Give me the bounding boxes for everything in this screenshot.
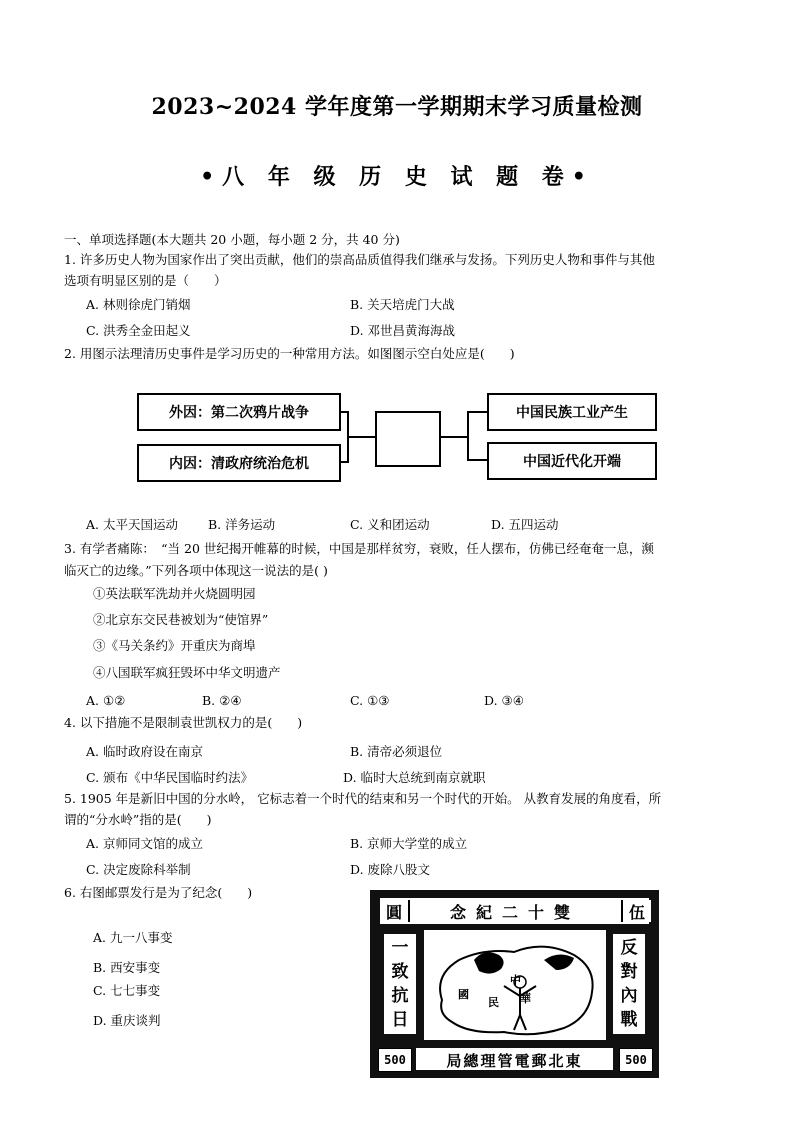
q5-option-d: D. 废除八股文 bbox=[350, 862, 431, 877]
q3-item-1: ①英法联军洗劫并火烧圆明园 bbox=[93, 586, 256, 601]
q4-option-a: A. 临时政府设在南京 bbox=[86, 744, 203, 759]
exam-title: 2023~2024 学年度第一学期期末学习质量检测 bbox=[151, 94, 643, 120]
stamp-top-banner: 念紀二十雙 bbox=[449, 903, 580, 922]
q3-item-4: ④八国联军疯狂毁坏中华文明遗产 bbox=[93, 665, 281, 680]
stamp-map-text-hua: 華 bbox=[520, 992, 531, 1005]
section-heading: 一、单项选择题(本大题共 20 小题，每小题 2 分，共 40 分) bbox=[64, 232, 400, 247]
q3-option-a: A. ①② bbox=[86, 693, 126, 708]
q2-option-b: B. 洋务运动 bbox=[208, 517, 276, 532]
q5-option-c: C. 决定废除科举制 bbox=[86, 862, 191, 877]
q1-option-a: A. 林则徐虎门销烟 bbox=[86, 297, 191, 312]
stamp-bottom-banner: 局總理管電郵北東 bbox=[446, 1052, 583, 1070]
connector-line bbox=[467, 459, 487, 461]
q2-stem: 2. 用图示法理清历史事件是学习历史的一种常用方法。如图图示空白处应是( ) bbox=[64, 346, 515, 361]
q3-option-d: D. ③④ bbox=[484, 693, 524, 708]
q1-option-d: D. 邓世昌黄海海战 bbox=[350, 323, 456, 338]
connector-line bbox=[467, 411, 469, 461]
stamp-right-slogan: 反對內戰 bbox=[620, 938, 638, 1030]
q1-stem-line2: 选项有明显区别的是（ ） bbox=[64, 273, 227, 288]
stamp-map-text-min: 民 bbox=[488, 996, 499, 1009]
q6-option-a: A. 九一八事变 bbox=[93, 930, 173, 945]
stamp-left-slogan: 一致抗日 bbox=[391, 938, 409, 1030]
q5-option-a: A. 京师同文馆的成立 bbox=[86, 836, 203, 851]
q3-item-2: ②北京东交民巷被划为“使馆界” bbox=[93, 612, 269, 627]
stamp-value-right: 500 bbox=[619, 1048, 653, 1072]
q6-option-d: D. 重庆谈判 bbox=[93, 1013, 161, 1028]
q4-option-d: D. 临时大总统到南京就职 bbox=[343, 770, 486, 785]
q3-option-c: C. ①③ bbox=[350, 693, 390, 708]
connector-line bbox=[347, 436, 375, 438]
q6-stem: 6. 右图邮票发行是为了纪念( ) bbox=[64, 885, 253, 900]
q1-option-b: B. 关天培虎门大战 bbox=[350, 297, 455, 312]
q2-option-c: C. 义和团运动 bbox=[350, 517, 430, 532]
q5-option-b: B. 京师大学堂的成立 bbox=[350, 836, 468, 851]
q2-option-a: A. 太平天国运动 bbox=[86, 517, 178, 532]
diagram-box-internal-cause: 内因：清政府统治危机 bbox=[137, 444, 341, 482]
q5-stem-line1: 5. 1905 年是新旧中国的分水岭， 它标志着一个时代的结束和另一个时代的开始。 从教育发展的角度看，所 bbox=[64, 791, 662, 806]
q3-stem-line1: 3. 有学者痛陈： “当 20 世纪揭开帷幕的时候，中国是那样贫穷，衰败，任人摆布，仿佛已经奄奄一息，濒 bbox=[64, 541, 654, 556]
q1-stem-line1: 1. 许多历史人物为国家作出了突出贡献，他们的崇高品质值得我们继承与发扬。下列历史人物和事件与其他 bbox=[64, 252, 655, 267]
diagram-box-modernization-start: 中国近代化开端 bbox=[487, 442, 657, 480]
q3-option-b: B. ②④ bbox=[202, 693, 242, 708]
stamp-map-text-zhong: 中 bbox=[510, 974, 521, 987]
connector-line bbox=[467, 411, 487, 413]
q4-option-b: B. 清帝必须退位 bbox=[350, 744, 443, 759]
connector-line bbox=[439, 436, 467, 438]
q5-stem-line2: 谓的“分水岭”指的是( ) bbox=[64, 812, 212, 827]
q2-option-d: D. 五四运动 bbox=[491, 517, 559, 532]
q4-stem: 4. 以下措施不是限制袁世凯权力的是( ) bbox=[64, 715, 303, 730]
diagram-box-external-cause: 外因：第二次鸦片战争 bbox=[137, 393, 341, 431]
stamp-corner-right: 伍 bbox=[621, 900, 651, 922]
q3-item-3: ③《马关条约》开重庆为商埠 bbox=[93, 638, 256, 653]
q3-stem-line2: 临灭亡的边缘。”下列各项中体现这一说法的是( ) bbox=[64, 563, 328, 578]
diagram-box-national-industry: 中国民族工业产生 bbox=[487, 393, 657, 431]
q6-option-b: B. 西安事变 bbox=[93, 960, 161, 975]
q4-option-c: C. 颁布《中华民国临时约法》 bbox=[86, 770, 254, 785]
diagram-blank-box bbox=[375, 411, 441, 467]
stamp-map-text-guo: 國 bbox=[458, 988, 469, 1001]
postage-stamp-image bbox=[370, 890, 659, 1078]
stamp-corner-left: 圓 bbox=[380, 900, 410, 922]
exam-subtitle: •八 年 级 历 史 试 题 卷• bbox=[200, 164, 594, 190]
q6-option-c: C. 七七事变 bbox=[93, 983, 161, 998]
stamp-value-left: 500 bbox=[378, 1048, 412, 1072]
q1-option-c: C. 洪秀全金田起义 bbox=[86, 323, 191, 338]
